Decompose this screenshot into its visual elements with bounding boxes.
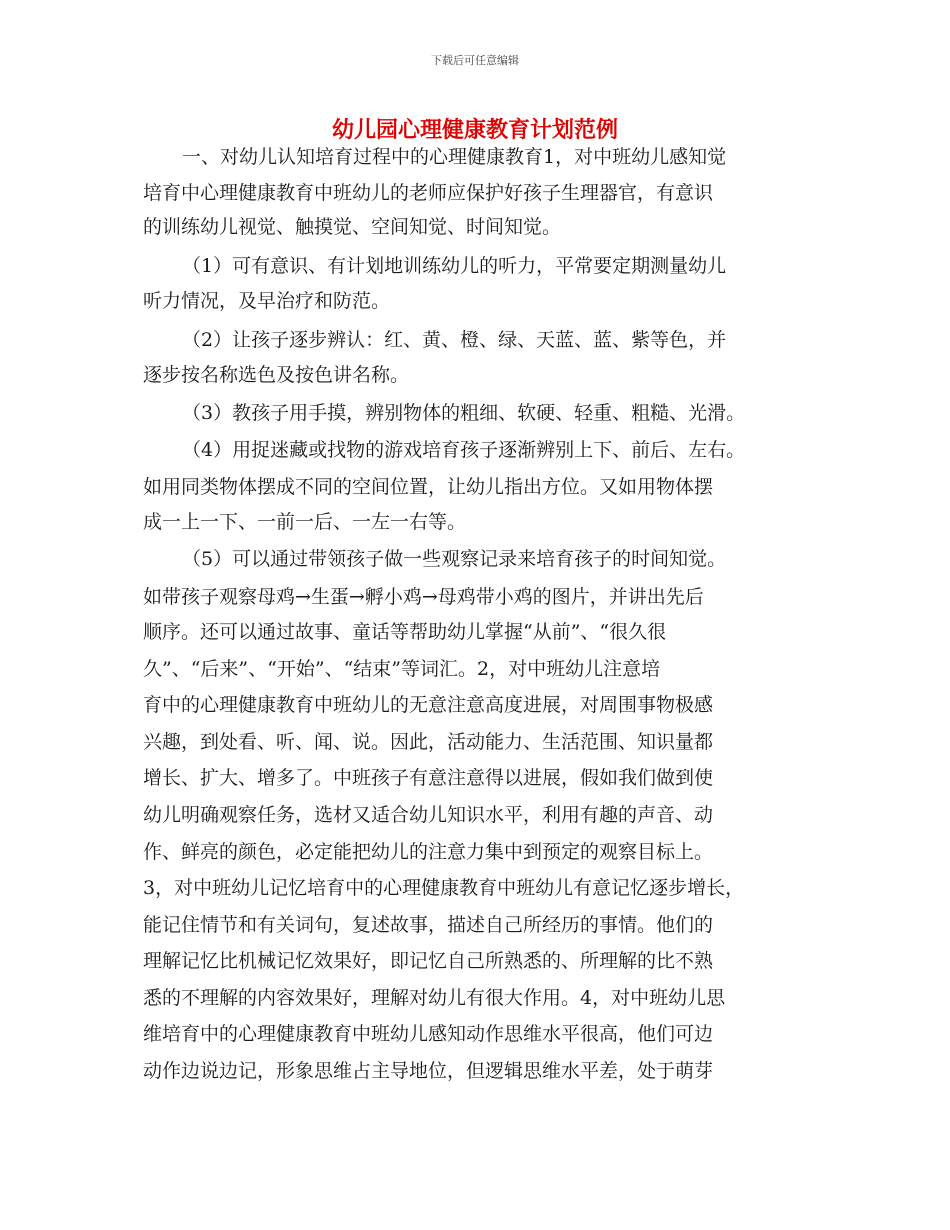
- text-line: （4）用捉迷藏或找物的游戏培育孩子逐渐辨别上下、前后、左右。: [182, 439, 746, 461]
- text-line: 兴趣，到处看、听、闻、说。因此，活动能力、生活范围、知识量都: [143, 731, 714, 753]
- text-line: 增长、扩大、增多了。中班孩子有意注意得以进展，假如我们做到使: [143, 767, 714, 789]
- text-line: 悉的不理解的内容效果好，理解对幼儿有很大作用。4，对中班幼儿思: [143, 987, 726, 1009]
- text-line: 培育中心理健康教育中班幼儿的老师应保护好孩子生理器官，有意识: [143, 182, 714, 204]
- text-line: 听力情况，及早治疗和防范。: [143, 290, 391, 312]
- text-line: （2）让孩子逐步辨认：红、黄、橙、绿、天蓝、蓝、紫等色，并: [182, 329, 727, 351]
- text-line: 如带孩子观察母鸡→生蛋→孵小鸡→母鸡带小鸡的图片，并讲出先后: [143, 586, 704, 608]
- text-line: （1）可有意识、有计划地训练幼儿的听力，平常要定期测量幼儿: [182, 255, 727, 277]
- text-line: 维培育中的心理健康教育中班幼儿感知动作思维水平很高，他们可边: [143, 1023, 714, 1045]
- text-line: 幼儿明确观察任务，选材又适合幼儿知识水平，利用有趣的声音、动: [143, 804, 714, 826]
- text-line: 作、鲜亮的颜色，必定能把幼儿的注意力集中到预定的观察目标上。: [143, 841, 714, 863]
- header-note: 下载后可任意编辑: [431, 54, 519, 67]
- text-line: （5）可以通过带领孩子做一些观察记录来培育孩子的时间知觉。: [182, 548, 727, 570]
- text-line: 的训练幼儿视觉、触摸觉、空间知觉、时间知觉。: [143, 216, 562, 238]
- text-line: 成一上一下、一前一后、一左一右等。: [143, 511, 467, 533]
- text-line: 逐步按名称选色及按色讲名称。: [143, 364, 410, 386]
- text-line: 顺序。还可以通过故事、童话等帮助幼儿掌握“从前”、“很久很: [143, 621, 667, 643]
- page-title: 幼儿园心理健康教育计划范例: [331, 118, 618, 143]
- text-line: 久”、“后来”、“开始”、“结束”等词汇。2，对中班幼儿注意培: [143, 658, 661, 680]
- text-line: （3）教孩子用手摸，辨别物体的粗细、软硬、轻重、粗糙、光滑。: [182, 402, 746, 424]
- text-line: 理解记忆比机械记忆效果好，即记忆自己所熟悉的、所理解的比不熟: [143, 950, 714, 972]
- text-line: 3，对中班幼儿记忆培育中的心理健康教育中班幼儿有意记忆逐步增长，: [143, 877, 745, 899]
- text-line: 一、对幼儿认知培育过程中的心理健康教育1，对中班幼儿感知觉: [182, 146, 727, 168]
- text-line: 育中的心理健康教育中班幼儿的无意注意高度进展，对周围事物极感: [143, 694, 714, 716]
- text-line: 动作边说边记，形象思维占主导地位，但逻辑思维水平差，处于萌芽: [143, 1060, 714, 1082]
- text-line: 如用同类物体摆成不同的空间位置，让幼儿指出方位。又如用物体摆: [143, 476, 714, 498]
- text-line: 能记住情节和有关词句，复述故事，描述自己所经历的事情。他们的: [143, 914, 714, 936]
